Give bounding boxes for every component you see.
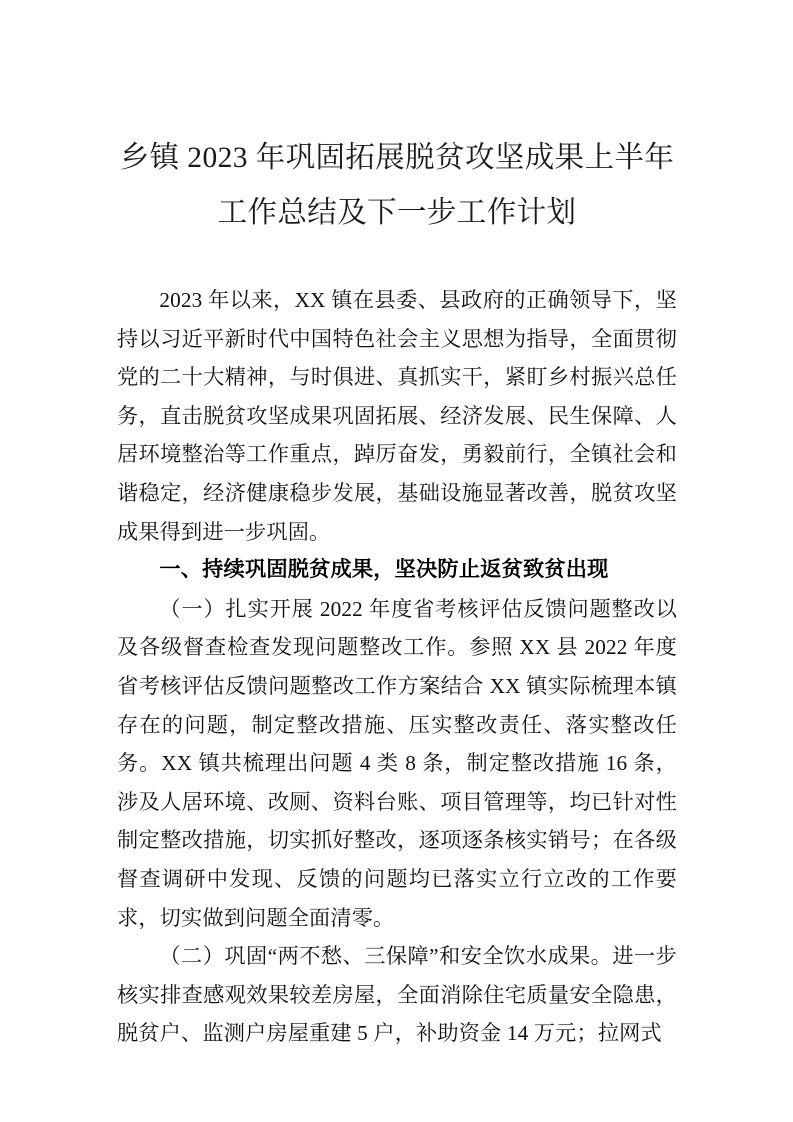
paragraph-intro: 2023 年以来，XX 镇在县委、县政府的正确领导下，坚持以习近平新时代中国特色社会主义思想为指导，全面贯彻党的二十大精神，与时俱进、真抓实干，紧盯乡村振兴总任务，直击脱贫攻坚成果巩固拓展、经济发展、民生保障、人居环境整治等工作重点，踔厉奋发，勇毅前行，全镇社会和谐稳定，经济健康稳步发展，基础设施显著改善，脱贫攻坚成果得到进一步巩固。 bbox=[117, 288, 677, 544]
page-title-line-2: 工作总结及下一步工作计划 bbox=[217, 197, 577, 229]
page-title-line-1: 乡镇 2023 年巩固拓展脱贫攻坚成果上半年 bbox=[119, 142, 675, 174]
page-title bbox=[117, 0, 677, 241]
paragraph-subsection-1: （一）扎实开展 2022 年度省考核评估反馈问题整改以及各级督查检查发现问题整改工作。参照 XX 县 2022 年度省考核评估反馈问题整改工作方案结合 XX 镇实际梳理本镇存在的问题，制定整改措施、压实整改责任、落实整改任务。XX 镇共梳理出问题 4 类 8 条，制定整改措施 16 条，涉及人居环境、改厕、资料台账、项目管理等，均已针对性制定整改措施，切实抓好整改，逐项逐条核实销号；在各级督查调研中发现、反馈的问题均已落实立行立改的工作要求，切实做到问题全面清零。 bbox=[117, 596, 677, 930]
document-body bbox=[117, 0, 677, 1053]
paragraph-subsection-2: （二）巩固“两不愁、三保障”和安全饮水成果。进一步核实排查感观效果较差房屋，全面消除住宅质量安全隐患，脱贫户、监测户房屋重建 5 户，补助资金 14 万元；拉网式 bbox=[117, 944, 677, 1046]
section-heading-1: 一、持续巩固脱贫成果，坚决防止返贫致贫出现 bbox=[159, 558, 609, 582]
